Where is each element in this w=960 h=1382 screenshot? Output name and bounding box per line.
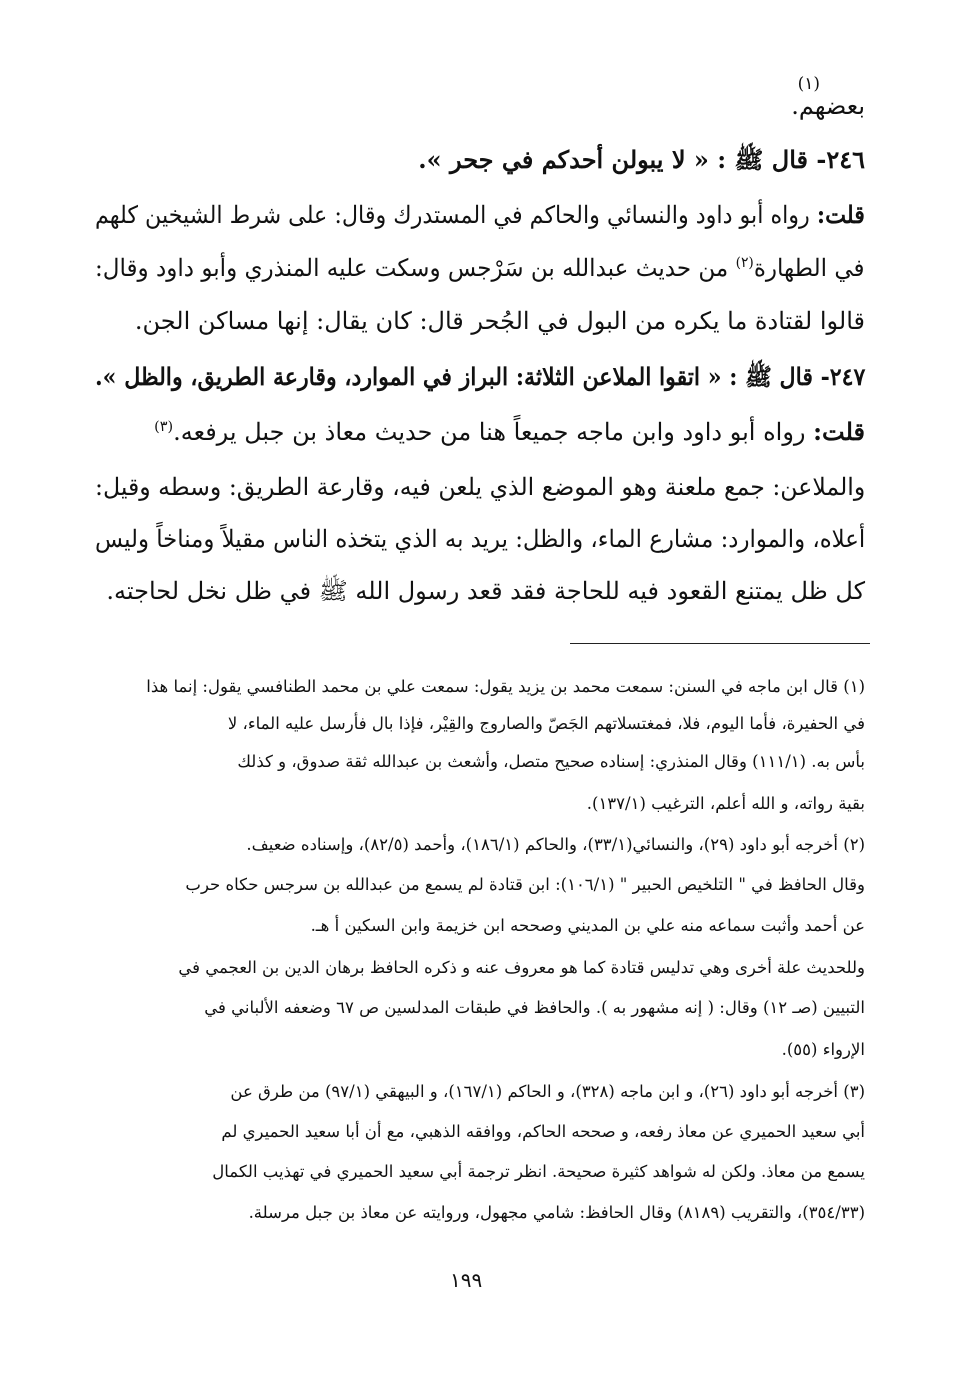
hadith-247-line-2: والملاعن: جمع ملعنة وهو الموضع الذي يلعن فيه، وقارعة الطريق: وسطه وقيل: (94, 473, 865, 501)
footnote-1-line-1: (١) قال ابن ماجه في السنن: سمعت محمد بن يزيد يقول: سمعت علي بن محمد الطنافسي يقول: إنما هذا (146, 677, 865, 696)
hadith-247-line-4: كل ظل يمتنع القعود فيه للحاجة فقد قعد رسول الله ﷺ في ظل نخل لحاجته. (106, 577, 865, 605)
footnote-2-line-4: وللحديث علة أخرى وهي تدليس قتادة كما هو معروف عنه و ذكره الحافظ برهان الدين بن العجمي في (178, 958, 865, 977)
hadith-247-line-3: أعلاه، والموارد: مشارع الماء، والظل: يريد به الذي يتخذه الناس مقيلاً ومناخاً وليس (94, 525, 865, 553)
footnote-ref-1: (١) (797, 74, 820, 94)
footnote-1-line-4: بقية رواته، و الله أعلم، الترغيب (١٣٧/١). (586, 794, 865, 813)
hadith-247-heading: ٢٤٧- قال ﷺ : « اتقوا الملاعن الثلاثة: البراز في الموارد، وقارعة الطريق، والظل ». (94, 362, 865, 391)
page-number: ١٩٩ (450, 1268, 483, 1292)
hadith-247-text-1: رواه أبو داود وابن ماجه جميعاً هنا من حديث معاذ بن جبل يرفعه. (173, 418, 806, 446)
footnote-2-line-1: (٢) أخرجه أبو داود (٢٩)، والنسائي(٣٣/١)، والحاكم (١٨٦/١)، وأحمد (٨٢/٥)، وإسناده ضعيف. (246, 835, 865, 854)
hadith-246-line-3: قالوا لقتادة ما يكره من البول في الجُحر قال: كان يقال: إنها مساكن الجن. (134, 307, 865, 335)
hadith-246-heading: ٢٤٦- قال ﷺ : « لا يبولن أحدكم في جحر ». (418, 145, 865, 174)
hadith-247-line-1 (154, 418, 865, 447)
qultu-label: قلت: (816, 200, 865, 229)
footnote-3-line-2: أبي سعيد الحميري عن معاذ رفعه، و صححه الحاكم، ووافقه الذهبي، مع أن أبا سعيد الحميري لم (221, 1122, 865, 1141)
footnote-3-line-1: (٣) أخرجه أبو داود (٢٦)، و ابن ماجه (٣٢٨)، و الحاكم (١٦٧/١)، و البيهقي (٩٧/١) من طرق عن (230, 1082, 865, 1101)
footnote-2-line-6: الإرواء (٥٥). (781, 1040, 865, 1059)
footnote-2-line-3: عن أحمد وأثبت سماعه منه علي بن المديني وصححه ابن خزيمة وابن السكين أ هـ. (310, 916, 865, 935)
footnote-2-line-5: التبيين (صـ ١٢) وقال: ( إنه مشهور به ). والحافظ في طبقات المدلسين ص ٦٧ وضعفه الألباني في (204, 998, 865, 1017)
footnote-3-line-3: يسمع من معاذ. ولكن له شواهد كثيرة صحيحة. انظر ترجمة أبي سعيد الحميري في تهذيب الكمال (212, 1162, 865, 1181)
footnote-ref-2: (٢) (736, 255, 755, 271)
hadith-246-line-2 (95, 254, 865, 283)
footnote-ref-3: (٣) (154, 419, 174, 435)
hadith-246-text-2a: في الطهارة (754, 254, 865, 282)
footnote-3-line-4: (٣٥٤/٣٣)، والتقريب (٨١٨٩) وقال الحافظ: شامي مجهول، وروايته عن معاذ بن جبل مرسلة. (248, 1203, 865, 1222)
hadith-246-text-2b: من حديث عبدالله بن سَرْجس وسكت عليه المنذري وأبو داود وقال: (95, 254, 737, 282)
continuation-line: بعضهم. (791, 92, 865, 120)
footnote-separator (570, 643, 870, 644)
hadith-246-line-1 (95, 201, 865, 230)
footnote-2-line-2: وقال الحافظ في " التلخيص الحبير " (١٠٦/١): ابن قتادة لم يسمع من عبدالله بن سرجس حكاه حرب (185, 875, 865, 894)
qultu-label: قلت: (813, 417, 865, 446)
footnote-1-line-2: في الحفيرة، فأما اليوم، فلا، فمغتسلاتهم الجَصّ والصاروج والقِيْر، فإذا بال فأرسل عليه الماء، لا (227, 714, 865, 733)
hadith-246-text-1: رواه أبو داود والنسائي والحاكم في المستدرك وقال: على شرط الشيخين كلهم (95, 201, 810, 229)
footnote-1-line-3: بأس به. (١١١/١) وقال المنذري: إسناده صحيح متصل، وأشعث بن عبدالله ثقة صدوق، و كذلك (237, 752, 865, 771)
